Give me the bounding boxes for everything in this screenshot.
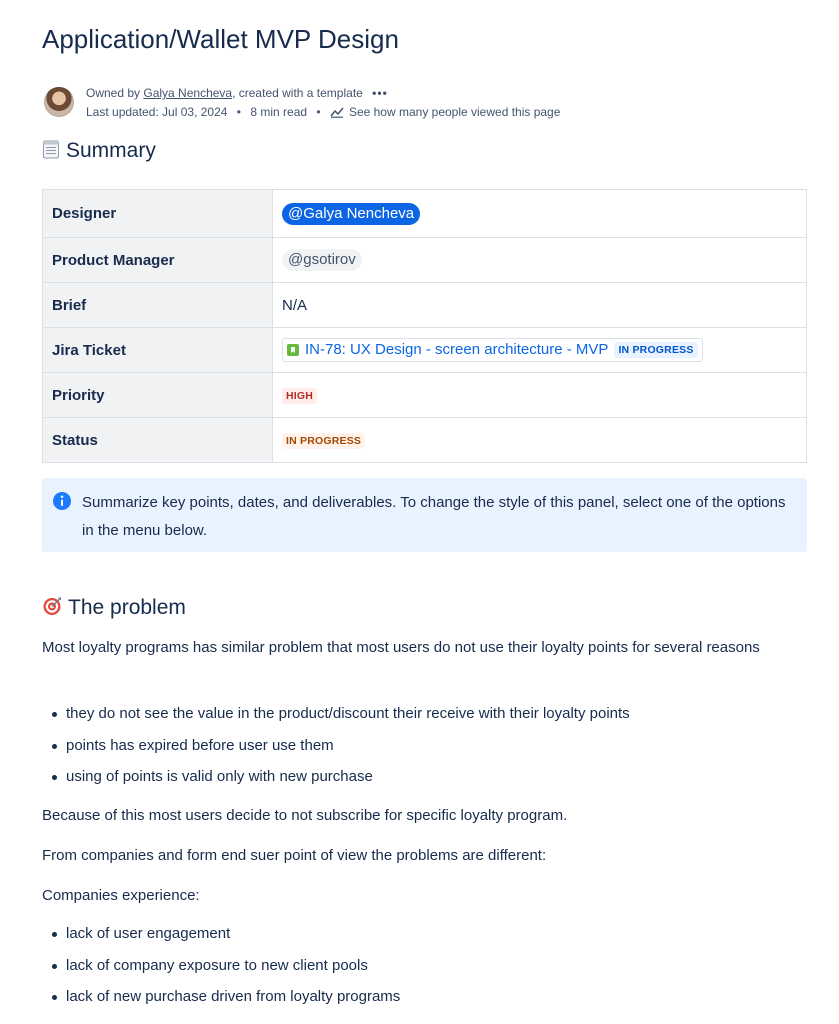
info-icon <box>52 491 72 511</box>
problem-heading <box>42 596 186 620</box>
list-item: lack of user engagement <box>42 918 400 950</box>
problem-heading-text: The problem <box>68 596 186 619</box>
list-item: they do not see the value in the product/discount their receive with their loyalty points <box>42 698 630 730</box>
list-item: using of points is valid only with new purchase <box>42 761 630 793</box>
separator: • <box>236 105 241 119</box>
separator: • <box>316 105 321 119</box>
list-item: lack of company exposure to new client pools <box>42 950 400 982</box>
table-row <box>43 418 807 463</box>
table-row <box>43 283 807 328</box>
more-actions-button[interactable]: ••• <box>372 86 388 100</box>
reasons-list <box>42 698 630 793</box>
table-row <box>43 373 807 418</box>
jira-issue-title: IN-78: UX Design - screen architecture - MVP <box>305 341 609 358</box>
avatar[interactable] <box>44 87 74 117</box>
table-row <box>43 238 807 283</box>
jira-issue-link[interactable] <box>282 338 703 362</box>
page-views-link[interactable] <box>330 105 560 119</box>
owner-line <box>86 84 560 103</box>
row-key: Status <box>43 418 273 463</box>
notepad-icon <box>42 139 60 159</box>
status-lozenge: IN PROGRESS <box>282 433 365 449</box>
jira-story-icon <box>287 344 299 356</box>
info-panel-text: Summarize key points, dates, and deliverables. To change the style of this panel, select one of the options in the menu below. <box>82 494 786 539</box>
row-value <box>273 373 807 418</box>
last-updated: Last updated: Jul 03, 2024 <box>86 105 228 119</box>
row-value <box>273 418 807 463</box>
page-views-label: See how many people viewed this page <box>348 105 561 119</box>
page-title: Application/Wallet MVP Design <box>42 24 399 54</box>
byline-meta <box>86 84 560 122</box>
list-item: points has expired before user use them <box>42 730 630 762</box>
company-issues-list <box>42 918 400 1013</box>
owner-link[interactable]: Galya Nencheva <box>143 86 233 100</box>
problem-intro: Most loyalty programs has similar problem that most users do not use their loyalty points for several reasons <box>42 639 760 656</box>
owned-by-prefix: Owned by <box>86 86 141 100</box>
problem-paragraph: Because of this most users decide to not subscribe for specific loyalty program. <box>42 807 568 824</box>
row-key: Jira Ticket <box>43 328 273 373</box>
problem-paragraph: From companies and form end suer point of view the problems are different: <box>42 847 547 864</box>
summary-table <box>42 189 807 463</box>
summary-heading <box>42 139 156 163</box>
brief-value: N/A <box>273 283 807 328</box>
priority-lozenge: HIGH <box>282 388 317 404</box>
product-manager-mention[interactable]: @gsotirov <box>282 249 362 271</box>
row-key: Product Manager <box>43 238 273 283</box>
designer-mention[interactable]: @Galya Nencheva <box>282 203 420 225</box>
summary-heading-text: Summary <box>66 139 156 162</box>
row-value <box>273 190 807 238</box>
created-suffix: , created with a template <box>232 86 363 100</box>
list-item: lack of new purchase driven from loyalty programs <box>42 981 400 1013</box>
updated-line <box>86 103 560 122</box>
row-value <box>273 328 807 373</box>
row-key: Priority <box>43 373 273 418</box>
target-icon <box>42 596 62 616</box>
table-row <box>43 328 807 373</box>
table-row <box>43 190 807 238</box>
info-panel <box>42 478 807 552</box>
read-time: 8 min read <box>250 105 308 119</box>
jira-status-lozenge: IN PROGRESS <box>614 342 697 358</box>
companies-label: Companies experience: <box>42 887 200 904</box>
row-key: Designer <box>43 190 273 238</box>
byline <box>42 84 807 124</box>
row-value <box>273 238 807 283</box>
row-key: Brief <box>43 283 273 328</box>
trend-chart-icon <box>330 106 344 118</box>
